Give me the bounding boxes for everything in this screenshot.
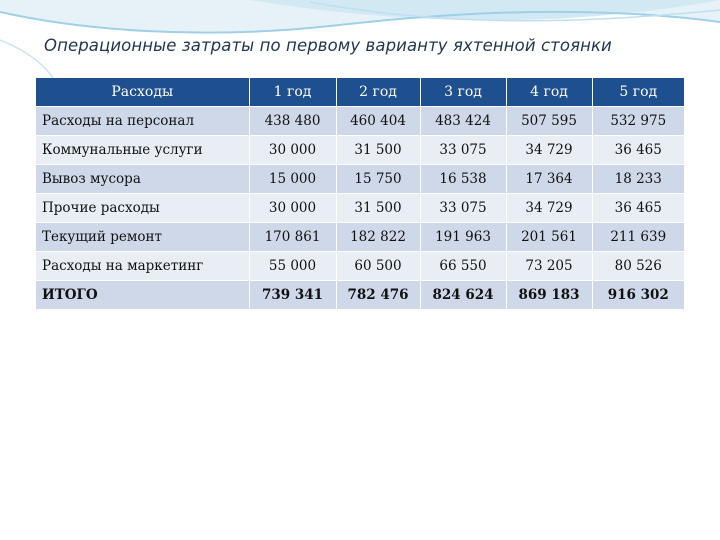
table-cell: 34 729 xyxy=(506,194,592,223)
total-cell: 824 624 xyxy=(420,281,506,310)
table-row xyxy=(36,194,684,223)
header-year-4: 4 год xyxy=(506,78,592,107)
table-cell: 532 975 xyxy=(592,107,684,136)
header-year-3: 3 год xyxy=(420,78,506,107)
total-cell: 869 183 xyxy=(506,281,592,310)
table-cell: 15 750 xyxy=(336,165,420,194)
header-year-1: 1 год xyxy=(249,78,336,107)
total-label: ИТОГО xyxy=(36,281,249,310)
table-cell: 30 000 xyxy=(249,136,336,165)
header-year-5: 5 год xyxy=(592,78,684,107)
table-header-row xyxy=(36,78,684,107)
table-cell: 73 205 xyxy=(506,252,592,281)
table-row xyxy=(36,252,684,281)
table-cell: 18 233 xyxy=(592,165,684,194)
table-row xyxy=(36,107,684,136)
table-cell: 33 075 xyxy=(420,194,506,223)
row-label: Прочие расходы xyxy=(36,194,249,223)
row-label: Расходы на персонал xyxy=(36,107,249,136)
table-cell: 80 526 xyxy=(592,252,684,281)
table-cell: 15 000 xyxy=(249,165,336,194)
table-cell: 33 075 xyxy=(420,136,506,165)
table-cell: 507 595 xyxy=(506,107,592,136)
table-cell: 60 500 xyxy=(336,252,420,281)
table-cell: 17 364 xyxy=(506,165,592,194)
table-row xyxy=(36,136,684,165)
row-label: Текущий ремонт xyxy=(36,223,249,252)
total-cell: 916 302 xyxy=(592,281,684,310)
slide-title: Операционные затраты по первому варианту яхтенной стоянки xyxy=(44,36,612,55)
total-cell: 739 341 xyxy=(249,281,336,310)
header-year-2: 2 год xyxy=(336,78,420,107)
table-cell: 30 000 xyxy=(249,194,336,223)
table-cell: 36 465 xyxy=(592,194,684,223)
table-cell: 201 561 xyxy=(506,223,592,252)
table-cell: 460 404 xyxy=(336,107,420,136)
row-label: Вывоз мусора xyxy=(36,165,249,194)
table-cell: 66 550 xyxy=(420,252,506,281)
row-label: Коммунальные услуги xyxy=(36,136,249,165)
table-cell: 211 639 xyxy=(592,223,684,252)
operating-costs-table xyxy=(36,78,684,309)
table-total-row xyxy=(36,281,684,310)
table-cell: 36 465 xyxy=(592,136,684,165)
table-cell: 170 861 xyxy=(249,223,336,252)
table-cell: 191 963 xyxy=(420,223,506,252)
table-cell: 483 424 xyxy=(420,107,506,136)
table-row xyxy=(36,223,684,252)
table-cell: 55 000 xyxy=(249,252,336,281)
table-cell: 438 480 xyxy=(249,107,336,136)
table-cell: 34 729 xyxy=(506,136,592,165)
table-row xyxy=(36,165,684,194)
row-label: Расходы на маркетинг xyxy=(36,252,249,281)
total-cell: 782 476 xyxy=(336,281,420,310)
table-cell: 16 538 xyxy=(420,165,506,194)
table-cell: 31 500 xyxy=(336,136,420,165)
table-cell: 31 500 xyxy=(336,194,420,223)
header-expenses: Расходы xyxy=(36,78,249,107)
table-cell: 182 822 xyxy=(336,223,420,252)
